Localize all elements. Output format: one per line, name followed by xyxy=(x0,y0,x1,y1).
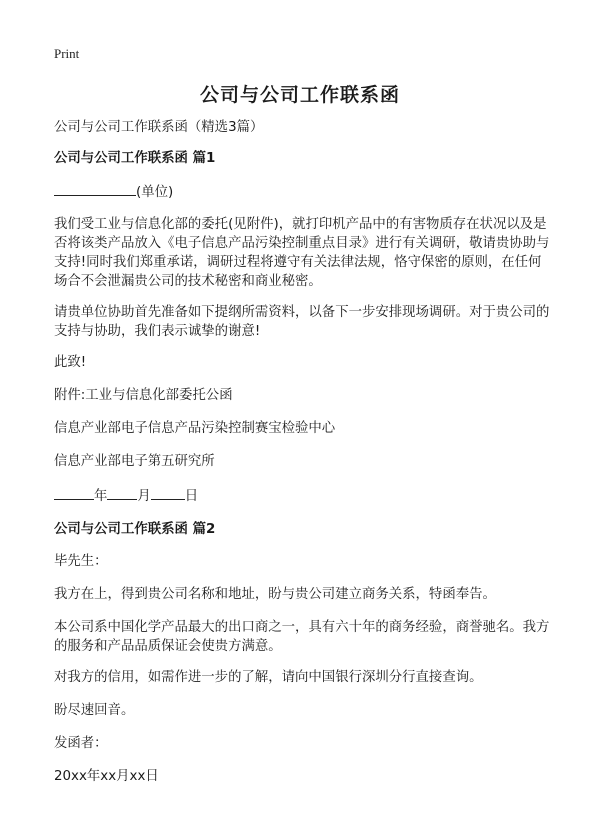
closing-text: 此致! xyxy=(54,355,87,370)
section2-paragraph-3: 对我方的信用，如需作进一步的了解，请向中国银行深圳分行直接查询。 xyxy=(54,670,483,685)
page-title: 公司与公司工作联系函 xyxy=(199,84,400,106)
section2-date: 20xx年xx月xx日 xyxy=(54,769,159,784)
section2-heading: 公司与公司工作联系函 篇2 xyxy=(54,522,216,537)
section1-paragraph-1: 我们受工业与信息化部的委托(见附件)，就打印机产品中的有害物质存在状况以及是否将该类产品放入《电子信息产品污染控制重点目录》进行有关调研，敬请贵协助与支持!同时我们郑重承诺，调研过程将遵守有关法律法规，恪守保密的原则，在任何场合不会泄漏贵公司的技术秘密和商业秘密。 xyxy=(54,217,550,289)
section1-heading: 公司与公司工作联系函 篇1 xyxy=(54,151,216,166)
unit-line xyxy=(54,181,554,202)
subtitle: 公司与公司工作联系函（精选3篇） xyxy=(54,120,264,135)
year-blank xyxy=(54,485,94,500)
section2-paragraph-2: 本公司系中国化学产品最大的出口商之一，具有六十年的商务经验，商誉驰名。我方的服务和产品品质保证会使贵方满意。 xyxy=(54,620,550,654)
section1-paragraph-2: 请贵单位协助首先准备如下提纲所需资料，以备下一步安排现场调研。对于贵公司的支持与协助，我们表示诚挚的谢意! xyxy=(54,305,550,339)
sender-line-2: 信息产业部电子第五研究所 xyxy=(54,454,215,469)
sender-label: 发函者： xyxy=(54,736,108,751)
month-label: 月 xyxy=(137,489,151,504)
print-link[interactable]: Print xyxy=(54,46,80,61)
salutation-text: 毕先生： xyxy=(54,554,108,569)
attachment-text: 附件:工业与信息化部委托公函 xyxy=(54,388,233,403)
sender-line-1: 信息产业部电子信息产品污染控制赛宝检验中心 xyxy=(54,421,336,436)
month-blank xyxy=(107,485,137,500)
year-label: 年 xyxy=(94,489,108,504)
day-label: 日 xyxy=(184,489,199,504)
document-body xyxy=(54,118,554,800)
section2-paragraph-4: 盼尽速回音。 xyxy=(54,703,135,718)
unit-suffix: (单位) xyxy=(136,185,174,200)
date-line xyxy=(54,485,554,506)
day-blank xyxy=(151,485,185,500)
section2-paragraph-1: 我方在上，得到贵公司名称和地址，盼与贵公司建立商务关系，特函奉告。 xyxy=(54,587,496,602)
unit-blank xyxy=(54,181,136,196)
